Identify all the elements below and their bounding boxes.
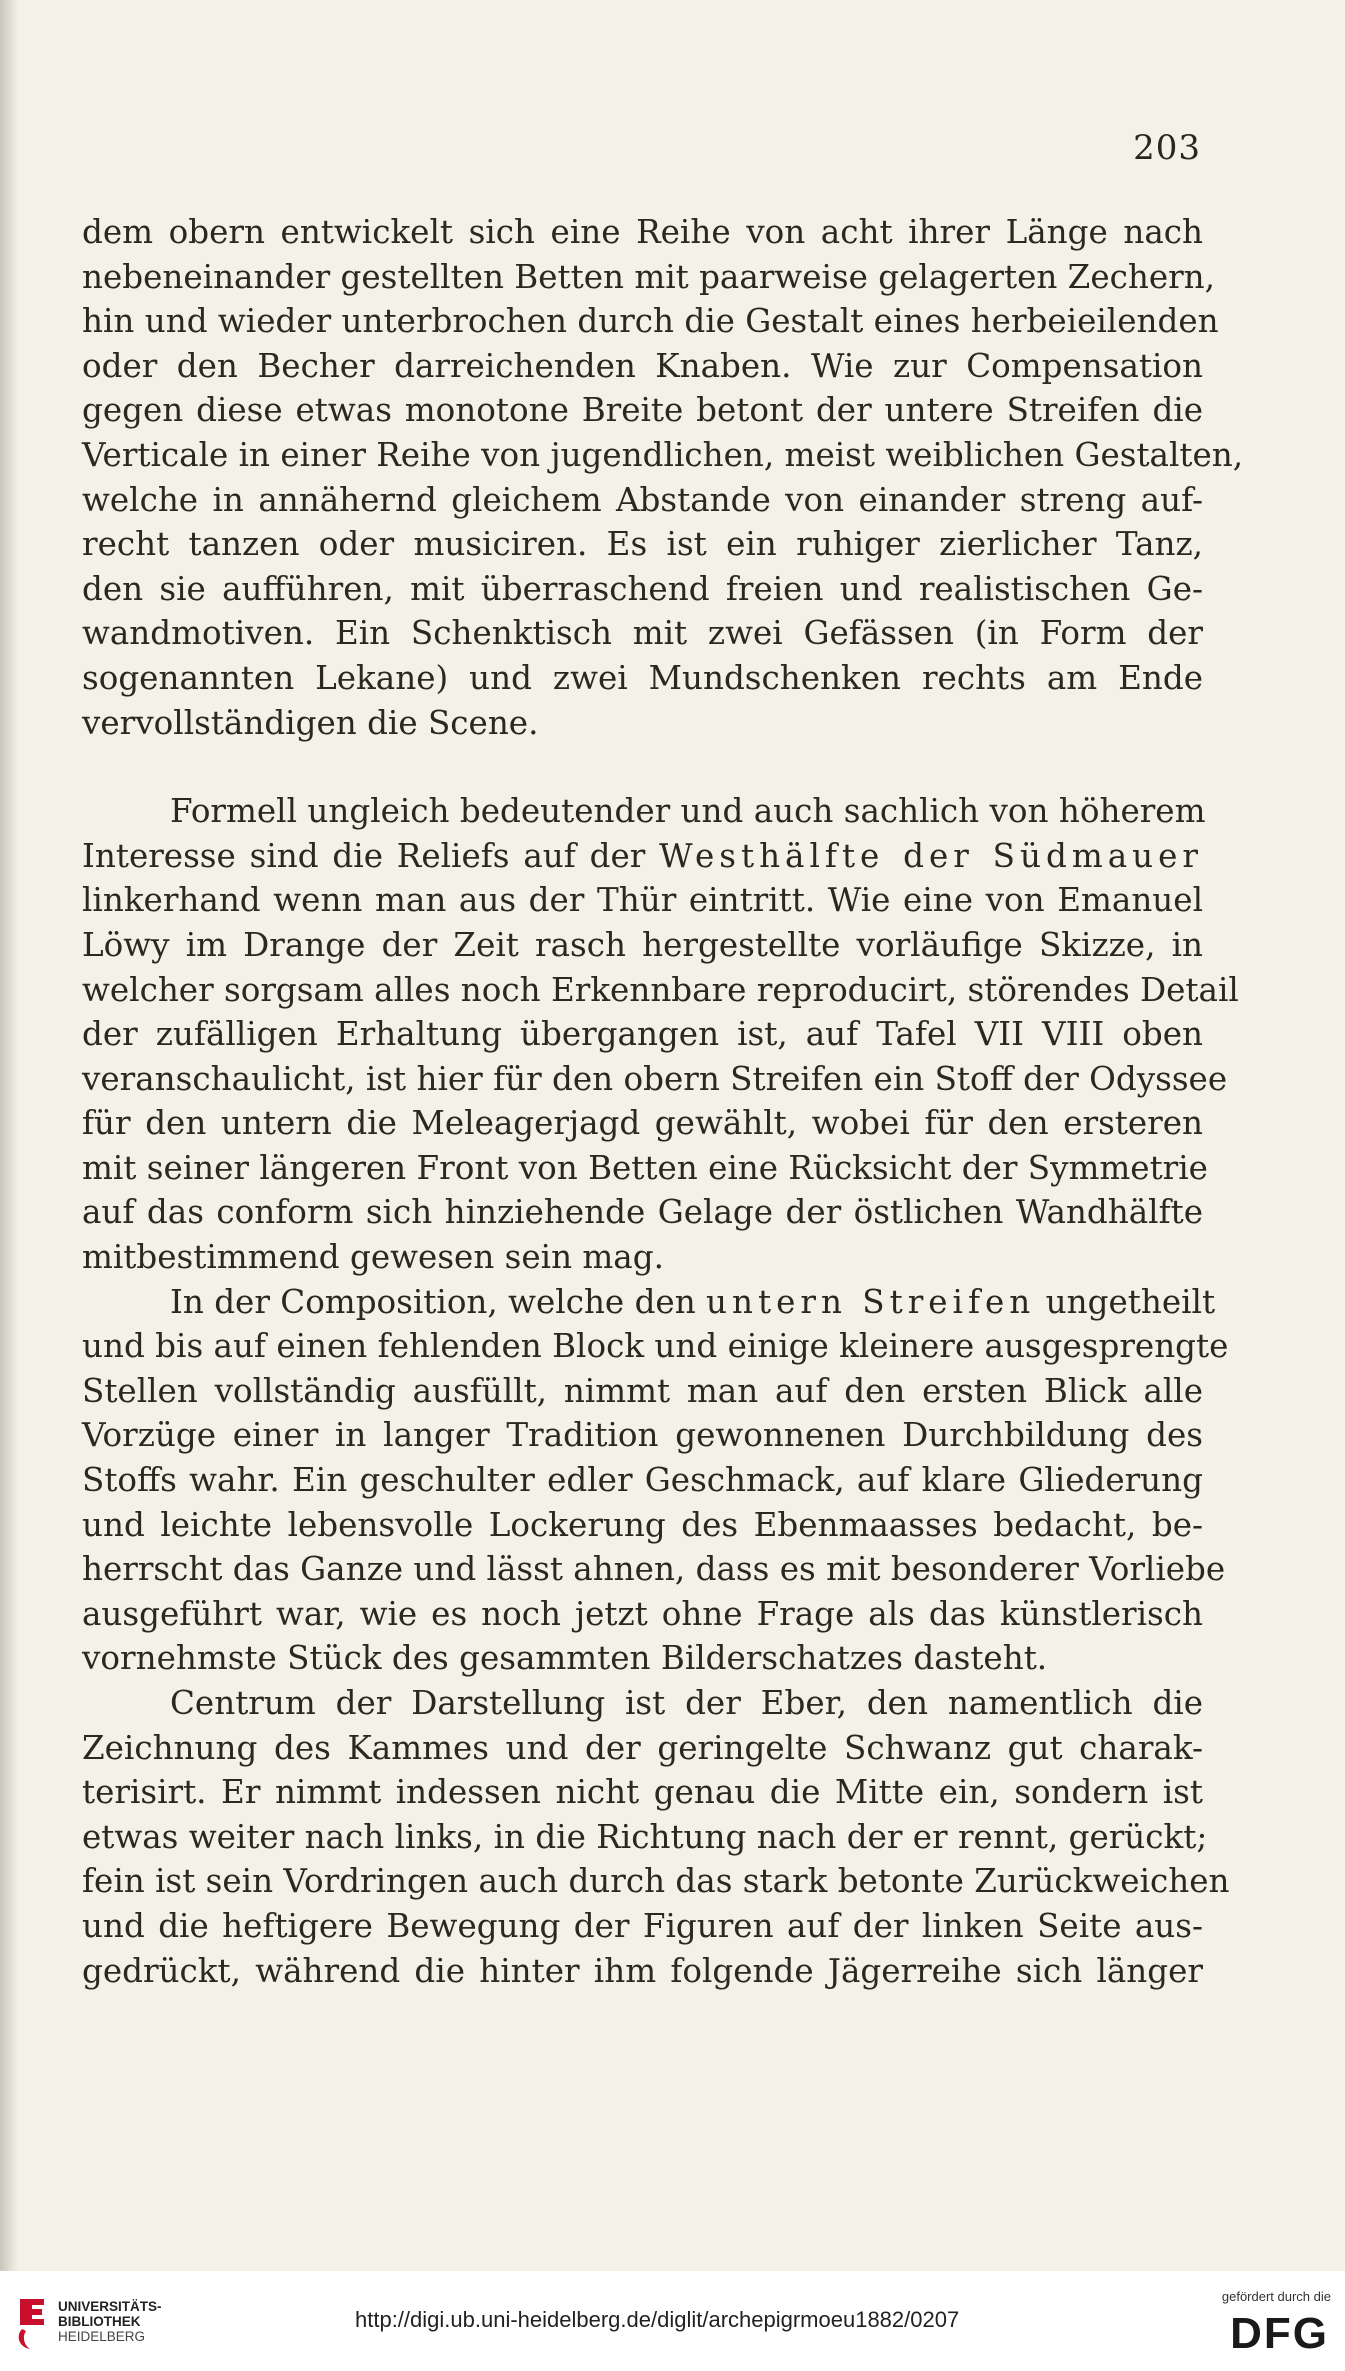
library-name-line2: BIBLIOTHEK xyxy=(58,2314,141,2329)
source-url-link[interactable]: http://digi.ub.uni-heidelberg.de/diglit/archepigrmoeu1882/0207 xyxy=(355,2307,960,2332)
library-name xyxy=(58,2299,162,2344)
text-line: herrscht das Ganze und lässt ahnen, dass es mit besonderer Vorliebe xyxy=(82,1550,1226,1589)
paragraph xyxy=(82,210,1244,745)
text-line: fein ist sein Vordringen auch durch das stark betonte Zurückweichen xyxy=(82,1862,1230,1901)
text-line: und die heftigere Bewegung der Figuren auf der linken Seite aus- xyxy=(82,1906,1203,1945)
text-line: linkerhand wenn man aus der Thür eintritt. Wie eine von Emanuel xyxy=(82,881,1203,920)
funded-by-label: gefördert durch die xyxy=(1221,2289,1331,2304)
text-line: recht tanzen oder musiciren. Es ist ein ruhiger zierlicher Tanz, xyxy=(82,525,1203,564)
text-line: gedrückt, während die hinter ihm folgende Jägerreihe sich länger xyxy=(82,1951,1203,1990)
text-line: sogenannten Lekane) und zwei Mundschenken rechts am Ende xyxy=(82,658,1203,697)
text-line: oder den Becher darreichenden Knaben. Wie zur Compensation xyxy=(82,346,1203,385)
footer-bar xyxy=(0,2271,1345,2371)
dfg-logo: DFG xyxy=(1230,2309,1329,2358)
text-line: der zufälligen Erhaltung übergangen ist, auf Tafel VII VIII oben xyxy=(82,1015,1203,1054)
paragraph xyxy=(82,1681,1230,1993)
text-line: Verticale in einer Reihe von jugendlichen, meist weiblichen Gestalten, xyxy=(82,435,1244,474)
text-line: Stoffs wahr. Ein geschulter edler Geschmack, auf klare Gliederung xyxy=(82,1461,1203,1500)
paragraph xyxy=(82,1280,1229,1681)
library-name-line1: UNIVERSITÄTS- xyxy=(58,2299,162,2314)
text-line: dem obern entwickelt sich eine Reihe von acht ihrer Länge nach xyxy=(82,213,1203,251)
emphasis-spaced: Westhälfte der Südmauer xyxy=(659,836,1203,875)
text-line: In der Composition, welche den untern Streifen ungetheilt xyxy=(170,1282,1216,1321)
text-line: welcher sorgsam alles noch Erkennbare reproducirt, störendes Detail xyxy=(82,970,1239,1009)
text-line: welche in annähernd gleichem Abstande von einander streng auf- xyxy=(82,480,1203,519)
ub-heidelberg-logo-icon xyxy=(12,2295,52,2351)
text-line: Interesse sind die Reliefs auf der Westhälfte der Südmauer xyxy=(82,836,1203,875)
text-line: wandmotiven. Ein Schenktisch mit zwei Gefässen (in Form der xyxy=(82,614,1203,653)
text-line: vervollständigen die Scene. xyxy=(82,703,539,742)
text-line: vornehmste Stück des gesammten Bilderschatzes dasteht. xyxy=(82,1639,1048,1678)
text-line: den sie aufführen, mit überraschend freien und realistischen Ge- xyxy=(82,569,1203,608)
emphasis-spaced: untern Streifen xyxy=(706,1282,1036,1321)
paragraph-gap xyxy=(82,745,1203,789)
page-edge-shadow xyxy=(0,0,18,2271)
text-line: nebeneinander gestellten Betten mit paarweise gelagerten Zechern, xyxy=(82,257,1216,296)
library-name-line3: HEIDELBERG xyxy=(58,2329,146,2344)
text-line: ausgeführt war, wie es noch jetzt ohne Frage als das künstlerisch xyxy=(82,1594,1203,1633)
text-line: mitbestimmend gewesen sein mag. xyxy=(82,1238,664,1277)
page-number: 203 xyxy=(1133,128,1201,168)
text-line: veranschaulicht, ist hier für den obern Streifen ein Stoff der Odyssee xyxy=(82,1059,1228,1098)
text-line: und leichte lebensvolle Lockerung des Ebenmaasses bedacht, be- xyxy=(82,1505,1203,1544)
text-line: Zeichnung des Kammes und der geringelte Schwanz gut charak- xyxy=(82,1728,1203,1767)
text-line: Formell ungleich bedeutender und auch sachlich von höherem xyxy=(170,792,1206,831)
text-line: hin und wieder unterbrochen durch die Gestalt eines herbeieilenden xyxy=(82,302,1219,341)
text-line: Centrum der Darstellung ist der Eber, den namentlich die xyxy=(170,1684,1203,1722)
text-line: mit seiner längeren Front von Betten eine Rücksicht der Symmetrie xyxy=(82,1148,1208,1187)
text-line: auf das conform sich hinziehende Gelage der östlichen Wandhälfte xyxy=(82,1193,1203,1232)
text-line: für den untern die Meleagerjagd gewählt, wobei für den ersteren xyxy=(82,1104,1203,1143)
body-text xyxy=(82,210,1244,1993)
text-line: terisirt. Er nimmt indessen nicht genau die Mitte ein, sondern ist xyxy=(82,1773,1203,1812)
paragraph xyxy=(82,789,1239,1280)
text-line: gegen diese etwas monotone Breite betont der untere Streifen die xyxy=(82,391,1203,430)
text-line: Stellen vollständig ausfüllt, nimmt man auf den ersten Blick alle xyxy=(82,1371,1203,1410)
text-line: Vorzüge einer in langer Tradition gewonnenen Durchbildung des xyxy=(82,1416,1203,1455)
text-line: und bis auf einen fehlenden Block und einige kleinere ausgesprengte xyxy=(82,1327,1229,1366)
text-line: Löwy im Drange der Zeit rasch hergestellte vorläufige Skizze, in xyxy=(82,925,1203,964)
text-line: etwas weiter nach links, in die Richtung nach der er rennt, gerückt; xyxy=(82,1817,1208,1856)
